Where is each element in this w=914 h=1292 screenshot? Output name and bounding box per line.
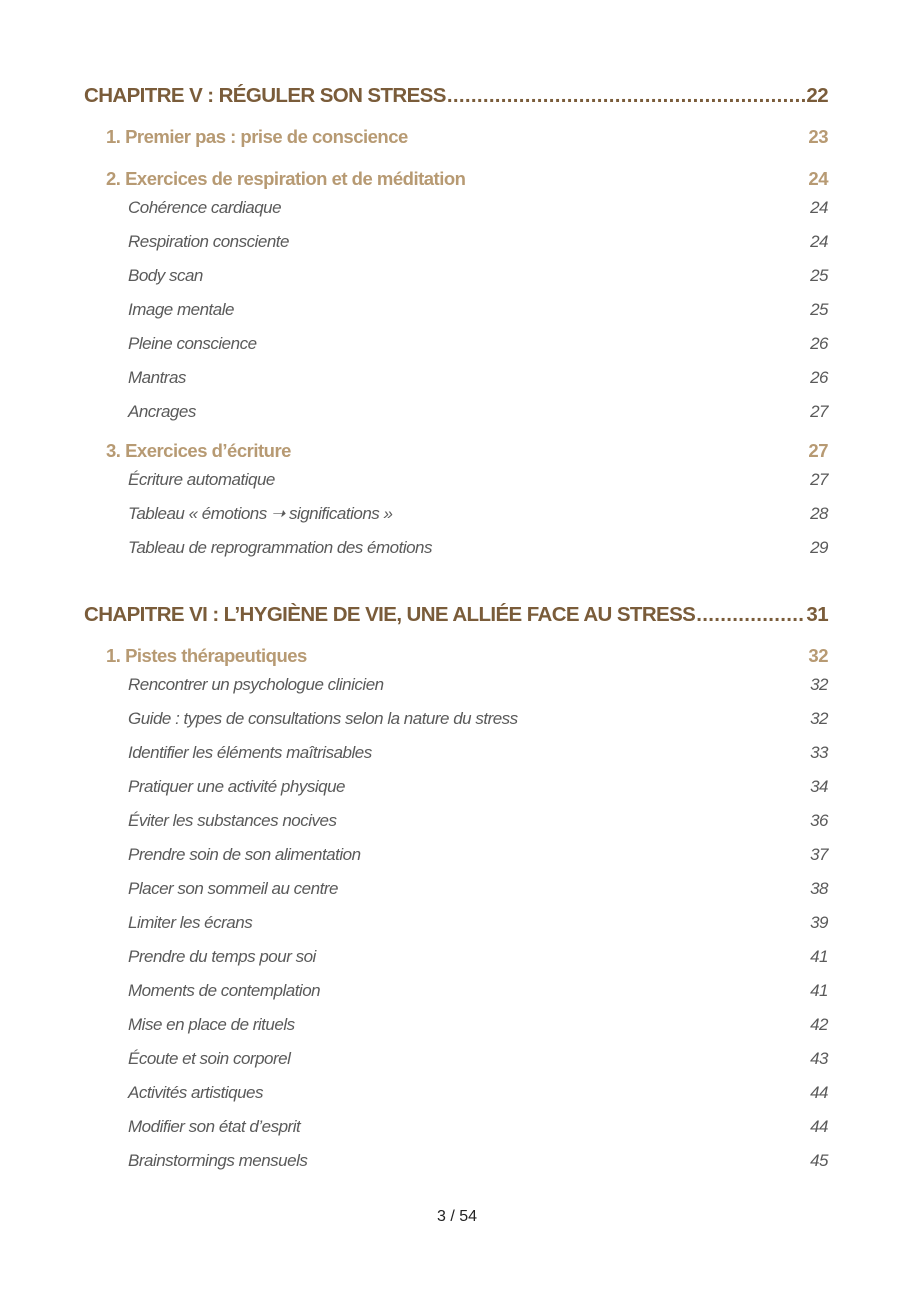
item-page: 44 bbox=[810, 1083, 828, 1102]
toc-item[interactable] bbox=[84, 981, 828, 1015]
toc-item[interactable] bbox=[84, 504, 828, 538]
toc-item[interactable] bbox=[84, 675, 828, 709]
item-page: 37 bbox=[810, 845, 828, 864]
toc-item[interactable] bbox=[84, 198, 828, 232]
section-title: 2. Exercices de respiration et de méditation bbox=[106, 168, 466, 189]
item-page: 25 bbox=[810, 266, 828, 285]
item-title: Écoute et soin corporel bbox=[128, 1049, 291, 1068]
toc-item[interactable] bbox=[84, 777, 828, 811]
toc-item[interactable] bbox=[84, 845, 828, 879]
toc-item[interactable] bbox=[84, 538, 828, 572]
leader-dots bbox=[447, 84, 806, 108]
page-number: 3 / 54 bbox=[436, 1208, 478, 1225]
item-title: Body scan bbox=[128, 266, 203, 285]
item-title: Mise en place de rituels bbox=[128, 1015, 295, 1034]
item-page: 45 bbox=[810, 1151, 828, 1170]
toc-item[interactable] bbox=[84, 709, 828, 743]
item-page: 24 bbox=[810, 198, 828, 217]
item-page: 36 bbox=[810, 811, 828, 830]
toc-item[interactable] bbox=[84, 266, 828, 300]
item-page: 32 bbox=[810, 709, 828, 728]
section-page: 24 bbox=[808, 168, 828, 189]
chapter-5-title: CHAPITRE V : RÉGULER SON STRESS bbox=[84, 84, 446, 107]
section-entry[interactable] bbox=[84, 126, 828, 156]
item-page: 26 bbox=[810, 334, 828, 353]
item-page: 25 bbox=[810, 300, 828, 319]
item-page: 24 bbox=[810, 232, 828, 251]
item-title: Respiration consciente bbox=[128, 232, 289, 251]
item-page: 28 bbox=[810, 504, 828, 523]
item-page: 43 bbox=[810, 1049, 828, 1068]
item-title: Image mentale bbox=[128, 300, 234, 319]
item-page: 44 bbox=[810, 1117, 828, 1136]
chapter-6-entry[interactable] bbox=[84, 603, 828, 633]
toc-item[interactable] bbox=[84, 1015, 828, 1049]
item-page: 33 bbox=[810, 743, 828, 762]
item-title: Brainstormings mensuels bbox=[128, 1151, 308, 1170]
item-page: 41 bbox=[810, 947, 828, 966]
table-of-contents bbox=[84, 84, 828, 1185]
item-title: Pratiquer une activité physique bbox=[128, 777, 345, 796]
item-page: 38 bbox=[810, 879, 828, 898]
item-page: 29 bbox=[810, 538, 828, 557]
toc-item[interactable] bbox=[84, 879, 828, 913]
item-page: 39 bbox=[810, 913, 828, 932]
item-title: Moments de contemplation bbox=[128, 981, 321, 1000]
toc-item[interactable] bbox=[84, 334, 828, 368]
section-page: 27 bbox=[808, 440, 828, 461]
section-page: 32 bbox=[808, 645, 828, 666]
item-page: 26 bbox=[810, 368, 828, 387]
item-page: 27 bbox=[810, 402, 828, 421]
toc-item[interactable] bbox=[84, 1049, 828, 1083]
item-title: Identifier les éléments maîtrisables bbox=[128, 743, 372, 762]
item-title: Modifier son état d’esprit bbox=[128, 1117, 301, 1136]
section-entry[interactable] bbox=[84, 440, 828, 470]
item-title: Guide : types de consultations selon la nature du stress bbox=[128, 709, 518, 728]
item-title: Cohérence cardiaque bbox=[128, 198, 282, 217]
chapter-5-page: 22 bbox=[806, 84, 828, 107]
toc-item[interactable] bbox=[84, 947, 828, 981]
toc-item[interactable] bbox=[84, 300, 828, 334]
chapter-5-entry[interactable] bbox=[84, 84, 828, 114]
item-title: Placer son sommeil au centre bbox=[128, 879, 338, 898]
item-title: Mantras bbox=[128, 368, 186, 387]
toc-item[interactable] bbox=[84, 1083, 828, 1117]
item-title: Rencontrer un psychologue clinicien bbox=[128, 675, 384, 694]
leader-dots bbox=[696, 603, 805, 627]
toc-item[interactable] bbox=[84, 743, 828, 777]
section-title: 3. Exercices d’écriture bbox=[106, 440, 291, 461]
item-title: Ancrages bbox=[128, 402, 196, 421]
toc-item[interactable] bbox=[84, 232, 828, 266]
chapter-6-page: 31 bbox=[806, 603, 828, 626]
section-entry[interactable] bbox=[84, 645, 828, 675]
section-title: 1. Pistes thérapeutiques bbox=[106, 645, 307, 666]
toc-item[interactable] bbox=[84, 1117, 828, 1151]
item-page: 42 bbox=[810, 1015, 828, 1034]
chapter-6-title: CHAPITRE VI : L’HYGIÈNE DE VIE, UNE ALLIÉE FACE AU STRESS bbox=[84, 603, 696, 626]
toc-item[interactable] bbox=[84, 402, 828, 436]
item-title: Tableau « émotions ➝ significations » bbox=[128, 504, 393, 523]
item-title: Éviter les substances nocives bbox=[128, 811, 337, 830]
item-title: Activités artistiques bbox=[128, 1083, 263, 1102]
item-title: Prendre du temps pour soi bbox=[128, 947, 316, 966]
item-title: Écriture automatique bbox=[128, 470, 275, 489]
item-title: Limiter les écrans bbox=[128, 913, 253, 932]
item-page: 34 bbox=[810, 777, 828, 796]
item-page: 27 bbox=[810, 470, 828, 489]
section-entry[interactable] bbox=[84, 168, 828, 198]
item-page: 41 bbox=[810, 981, 828, 1000]
toc-item[interactable] bbox=[84, 470, 828, 504]
item-title: Prendre soin de son alimentation bbox=[128, 845, 361, 864]
item-title: Tableau de reprogrammation des émotions bbox=[128, 538, 433, 557]
item-title: Pleine conscience bbox=[128, 334, 257, 353]
toc-item[interactable] bbox=[84, 1151, 828, 1185]
toc-item[interactable] bbox=[84, 811, 828, 845]
toc-item[interactable] bbox=[84, 368, 828, 402]
toc-item[interactable] bbox=[84, 913, 828, 947]
section-title: 1. Premier pas : prise de conscience bbox=[106, 126, 408, 147]
item-page: 32 bbox=[810, 675, 828, 694]
section-page: 23 bbox=[808, 126, 828, 147]
